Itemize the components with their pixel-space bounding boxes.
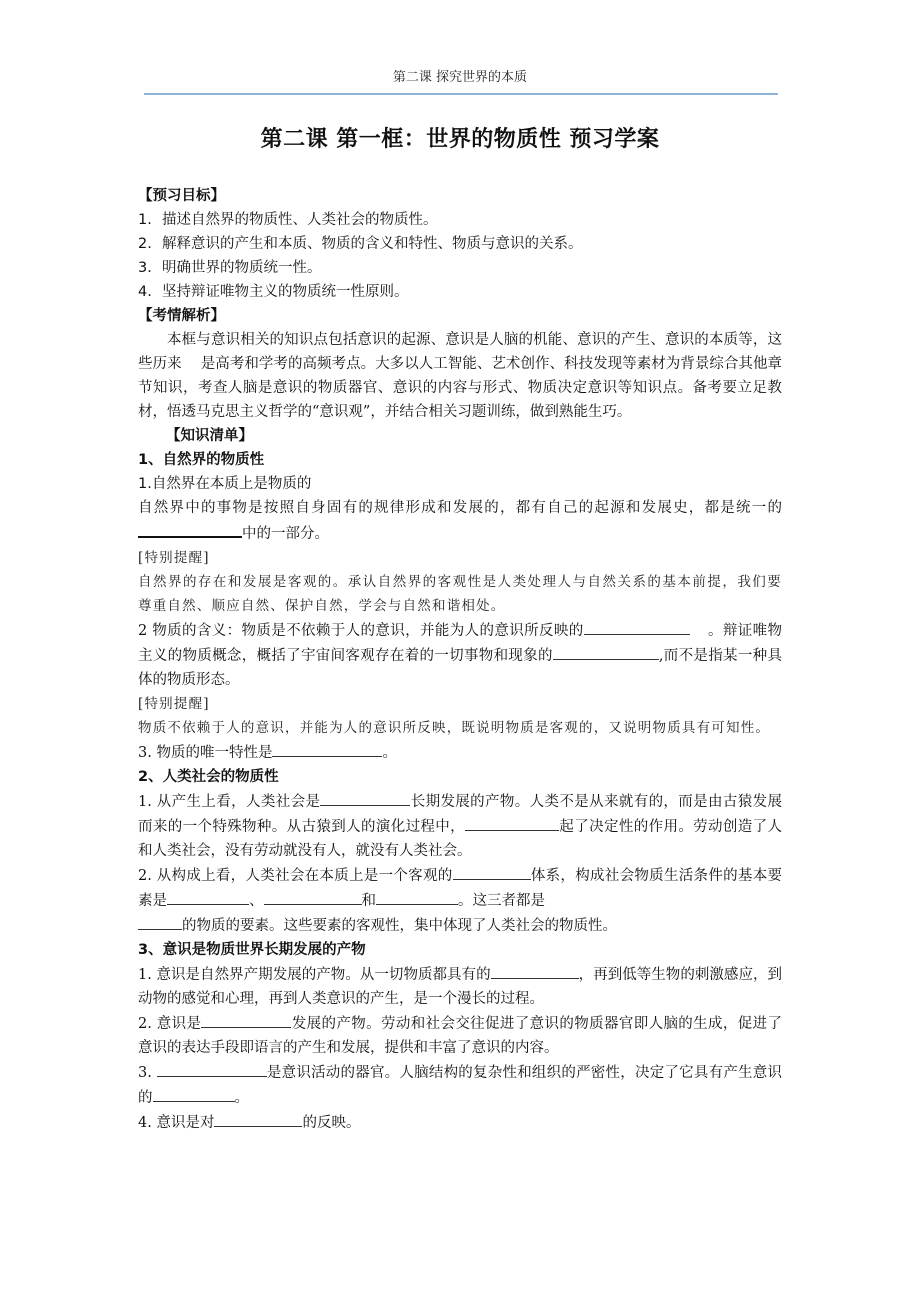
fill-blank[interactable] [465,814,559,831]
section2-item1: 1. 从产生上看，人类社会是 长期发展的产物。人类不是从来就有的，而是由古猿发展而来的一个特殊物种。从古猿到人的演化过程中， 起了决定性的作用。劳动创造了人和人类社会，没有劳动就没有人，就没有人类社会。 [138,789,782,863]
section2-heading: 2、人类社会的物质性 [138,769,279,785]
fill-blank[interactable] [584,618,690,635]
objectives-heading: 【预习目标】 [138,188,225,204]
document-body [138,184,782,1135]
fill-blank[interactable] [491,962,579,979]
note-label: [特别提醒] [138,550,210,566]
section1-item2: 2 物质的含义：物质是不依赖于人的意识，并能为人的意识所反映的 。辩证唯物主义的物质概念，概括了宇宙间客观存在着的一切事物和现象的 ,而不是指某一种具体的物质形态。 [138,618,782,692]
objective-item: 3. 明确世界的物质统一性。 [138,260,322,276]
fill-blank[interactable] [153,1085,235,1102]
fill-blank[interactable] [264,888,362,905]
running-header: 第二课 探究世界的本质 [392,70,528,85]
section1-item3: 3. 物质的唯一特性是 。 [138,740,782,765]
fill-blank[interactable] [201,1011,291,1028]
analysis-heading: 【考情解析】 [138,308,225,324]
section3-item4: 4. 意识是对 的反映。 [138,1110,782,1135]
section3-heading: 3、意识是物质世界长期发展的产物 [138,942,366,958]
objective-item: 2. 解释意识的产生和本质、物质的含义和特性、物质与意识的关系。 [138,236,583,252]
fill-blank[interactable] [320,789,410,806]
section3-item1: 1. 意识是自然界产期发展的产物。从一切物质都具有的 ，再到低等生物的刺激感应，到动物的感觉和心理，再到人类意识的产生，是一个漫长的过程。 [138,962,782,1011]
fill-blank[interactable] [157,1060,267,1077]
fill-blank[interactable] [138,913,182,930]
note-text: 物质不依赖于人的意识，并能为人的意识所反映，既说明物质是客观的，又说明物质具有可知性。 [138,720,771,736]
knowledge-heading: 【知识清单】 [166,428,253,444]
section1-item1-title: 1.自然界在本质上是物质的 [138,476,312,492]
note-label: [特别提醒] [138,696,210,712]
section1-heading: 1、自然界的物质性 [138,452,265,468]
fill-blank[interactable] [214,1110,302,1127]
fill-blank[interactable] [138,520,242,538]
page-title: 第二课 第一框：世界的物质性 预习学案 [260,127,660,152]
section3-item3: 3. 是意识活动的器官。人脑结构的复杂性和组织的严密性，决定了它具有产生意识的 。 [138,1060,782,1110]
analysis-paragraph: 本框与意识相关的知识点包括意识的起源、意识是人脑的机能、意识的产生、意识的本质等，这些历来 是高考和学考的高频考点。大多以人工智能、艺术创作、科技发现等素材为背景综合其他章节知识，考查人脑是意识的物质器官、意识的内容与形式、物质决定意识等知识点。备考要立足教材，悟透马克思主义哲学的“意识观”，并结合相关习题训练，做到熟能生巧。 [138,332,782,420]
fill-blank[interactable] [453,863,531,880]
fill-blank[interactable] [272,740,382,757]
note-text: 自然界的存在和发展是客观的。承认自然界的客观性是人类处理人与自然关系的基本前提，我们要尊重自然、顺应自然、保护自然，学会与自然和谐相处。 [138,574,782,614]
section3-item2: 2. 意识是 发展的产物。劳动和社会交往促进了意识的物质器官即人脑的生成，促进了意识的表达手段即语言的产生和发展，提供和丰富了意识的内容。 [138,1011,782,1060]
header-rule [144,93,778,95]
fill-blank[interactable] [167,888,249,905]
objective-item: 1. 描述自然界的物质性、人类社会的物质性。 [138,212,438,228]
section1-item1-text: 自然界中的事物是按照自身固有的规律形成和发展的，都有自己的起源和发展史，都是统一的中的一部分。 [138,500,782,542]
objective-item: 4. 坚持辩证唯物主义的物质统一性原则。 [138,284,409,300]
fill-blank[interactable] [376,888,458,905]
section2-item2: 2. 从构成上看，人类社会在本质上是一个客观的 体系，构成社会物质生活条件的基本要素是 、 和 。这三者都是 的物质的要素。这些要素的客观性，集中体现了人类社会的物质性。 [138,863,782,938]
fill-blank[interactable] [553,643,659,660]
